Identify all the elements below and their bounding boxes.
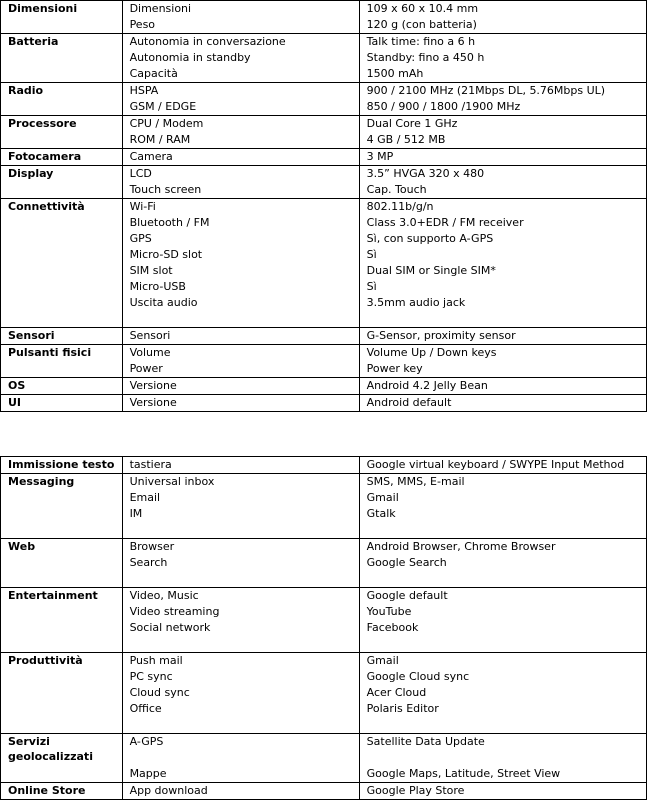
value-cell: 4 GB / 512 MB [359,132,646,149]
table-row [1,588,647,605]
feature-cell: Uscita audio [122,295,359,311]
category-cell: Web [1,539,123,588]
feature-cell: App download [122,783,359,800]
value-cell: Android Browser, Chrome Browser [359,539,646,556]
feature-cell [122,571,359,588]
value-cell: Dual Core 1 GHz [359,116,646,133]
value-cell: Acer Cloud [359,685,646,701]
feature-cell [122,636,359,653]
feature-cell: Bluetooth / FM [122,215,359,231]
table-row [1,1,647,18]
feature-cell: GPS [122,231,359,247]
value-cell: Sì [359,247,646,263]
table-row [1,345,647,362]
category-cell: Connettività [1,199,123,328]
feature-cell: ROM / RAM [122,132,359,149]
category-cell: Batteria [1,34,123,83]
category-cell: Online Store [1,783,123,800]
table-row [1,457,647,474]
value-cell [359,571,646,588]
value-cell: Google Cloud sync [359,669,646,685]
feature-cell: GSM / EDGE [122,99,359,116]
value-cell: Cap. Touch [359,182,646,199]
value-cell [359,522,646,539]
feature-cell [122,522,359,539]
value-cell: Google Search [359,555,646,571]
feature-cell: Autonomia in standby [122,50,359,66]
value-cell [359,750,646,766]
category-cell: Fotocamera [1,149,123,166]
table-row [1,199,647,216]
feature-cell: Versione [122,395,359,412]
feature-cell: Video, Music [122,588,359,605]
category-cell: Entertainment [1,588,123,653]
feature-cell: A-GPS [122,734,359,751]
feature-cell: Cloud sync [122,685,359,701]
value-cell: Gtalk [359,506,646,522]
value-cell: Class 3.0+EDR / FM receiver [359,215,646,231]
value-cell: 850 / 900 / 1800 /1900 MHz [359,99,646,116]
value-cell: Google Maps, Latitude, Street View [359,766,646,783]
table-row [1,166,647,183]
value-cell: G-Sensor, proximity sensor [359,328,646,345]
feature-cell: CPU / Modem [122,116,359,133]
category-cell: Pulsanti fisici [1,345,123,378]
value-cell: 3 MP [359,149,646,166]
table-row [1,783,647,800]
value-cell: Dual SIM or Single SIM* [359,263,646,279]
feature-cell: Browser [122,539,359,556]
feature-cell: LCD [122,166,359,183]
category-cell: Processore [1,116,123,149]
feature-cell: Social network [122,620,359,636]
value-cell: Android default [359,395,646,412]
table-row [1,83,647,100]
table-row [1,395,647,412]
category-cell: Dimensioni [1,1,123,34]
value-cell: Facebook [359,620,646,636]
value-cell: 1500 mAh [359,66,646,83]
feature-cell [122,750,359,766]
table-row [1,474,647,491]
feature-cell: Email [122,490,359,506]
table-row [1,378,647,395]
table-row [1,653,647,670]
feature-cell: Camera [122,149,359,166]
feature-cell: PC sync [122,669,359,685]
feature-cell [122,311,359,328]
feature-cell: Universal inbox [122,474,359,491]
value-cell: Power key [359,361,646,378]
value-cell: 120 g (con batteria) [359,17,646,34]
value-cell [359,311,646,328]
feature-cell: Search [122,555,359,571]
feature-cell: IM [122,506,359,522]
value-cell [359,636,646,653]
feature-cell: Wi-Fi [122,199,359,216]
feature-cell: Micro-USB [122,279,359,295]
category-cell: Servizi geolocalizzati [1,734,123,783]
feature-cell: Video streaming [122,604,359,620]
value-cell [359,717,646,734]
value-cell: 3.5” HVGA 320 x 480 [359,166,646,183]
feature-cell: Mappe [122,766,359,783]
table-row [1,149,647,166]
feature-cell: Micro-SD slot [122,247,359,263]
value-cell: Gmail [359,490,646,506]
feature-cell: tastiera [122,457,359,474]
value-cell: Google Play Store [359,783,646,800]
feature-cell: HSPA [122,83,359,100]
feature-cell: Office [122,701,359,717]
specs-table-software [0,456,647,800]
value-cell: Polaris Editor [359,701,646,717]
category-cell: Radio [1,83,123,116]
value-cell: Gmail [359,653,646,670]
value-cell: Standby: fino a 450 h [359,50,646,66]
category-cell: OS [1,378,123,395]
value-cell: Volume Up / Down keys [359,345,646,362]
table-row [1,34,647,51]
feature-cell: Autonomia in conversazione [122,34,359,51]
feature-cell: Push mail [122,653,359,670]
feature-cell: Dimensioni [122,1,359,18]
category-cell: Produttività [1,653,123,734]
category-cell: UI [1,395,123,412]
value-cell: Sì, con supporto A-GPS [359,231,646,247]
feature-cell: Capacità [122,66,359,83]
category-cell: Sensori [1,328,123,345]
table-row [1,539,647,556]
feature-cell [122,717,359,734]
value-cell: 3.5mm audio jack [359,295,646,311]
value-cell: 109 x 60 x 10.4 mm [359,1,646,18]
value-cell: Google default [359,588,646,605]
feature-cell: Power [122,361,359,378]
feature-cell: Touch screen [122,182,359,199]
feature-cell: Peso [122,17,359,34]
value-cell: Google virtual keyboard / SWYPE Input Method [359,457,646,474]
value-cell: Satellite Data Update [359,734,646,751]
category-cell: Display [1,166,123,199]
value-cell: 802.11b/g/n [359,199,646,216]
feature-cell: Sensori [122,328,359,345]
table-row [1,116,647,133]
value-cell: 900 / 2100 MHz (21Mbps DL, 5.76Mbps UL) [359,83,646,100]
value-cell: SMS, MMS, E-mail [359,474,646,491]
table-row [1,328,647,345]
value-cell: Sì [359,279,646,295]
value-cell: YouTube [359,604,646,620]
feature-cell: Versione [122,378,359,395]
value-cell: Talk time: fino a 6 h [359,34,646,51]
category-cell: Messaging [1,474,123,539]
table-row [1,734,647,751]
category-cell: Immissione testo [1,457,123,474]
feature-cell: SIM slot [122,263,359,279]
feature-cell: Volume [122,345,359,362]
value-cell: Android 4.2 Jelly Bean [359,378,646,395]
